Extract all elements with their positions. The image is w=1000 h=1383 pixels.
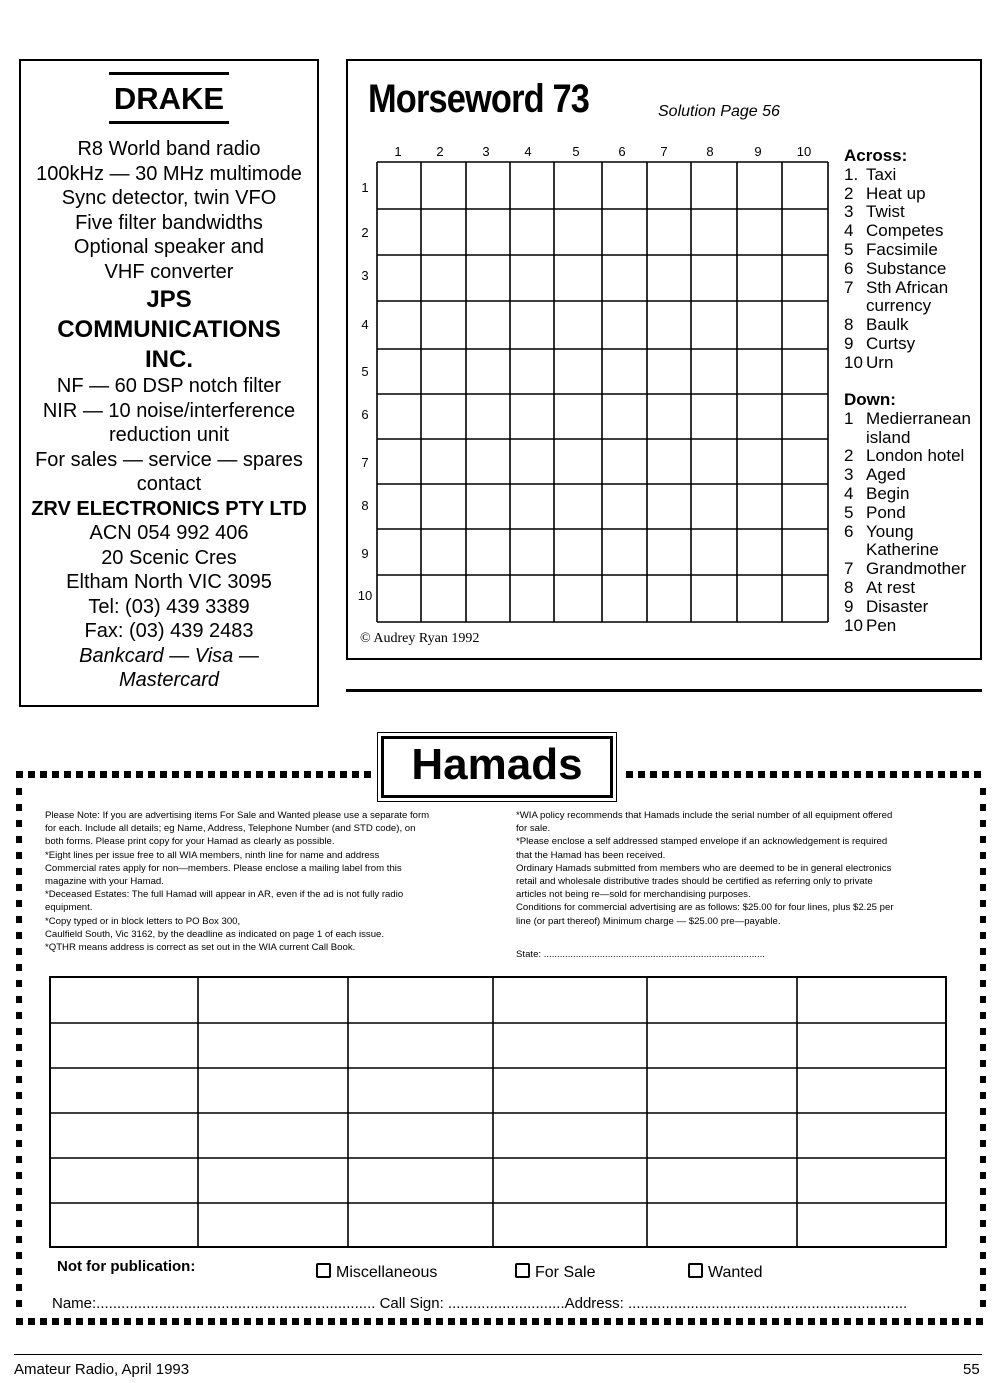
clue-text: Young [866,521,914,541]
column-number: 10 [796,144,812,159]
ad-company: COMMUNICATIONS [57,316,281,343]
clue-text: London hotel [866,446,965,466]
clue-number: 10 [844,352,863,372]
checkbox-icon[interactable] [515,1263,530,1278]
divider [109,121,229,124]
across-clue [844,335,948,354]
ad-line: 100kHz — 30 MHz multimode [36,162,302,185]
footer-publication: Amateur Radio, April 1993 [14,1361,190,1378]
dotted-border [16,1318,986,1325]
column-number: 3 [482,144,490,159]
clue-text: Twist [866,202,905,222]
divider [346,689,982,692]
clue-text: Sth African [866,277,949,297]
checkbox-icon[interactable] [316,1263,331,1278]
drake-advertisement [19,59,319,707]
down-clue [844,447,971,466]
clue-number: 8 [844,315,854,335]
checkbox-label: For Sale [535,1264,596,1281]
clue-text: Taxi [866,164,897,184]
dotted-border [980,788,986,1313]
clue-number: 7 [844,277,854,297]
clue-number: 9 [844,596,854,616]
row-number: 6 [361,407,369,422]
ad-brand: DRAKE [113,81,225,116]
clue-text: Pond [866,502,906,522]
clue-text: Baulk [866,315,909,335]
notes-right: *WIA policy recommends that Hamads include the serial number of all equipment offered for sale. *Please enclose a self addressed stamped envelope if an acknowledgement is required that the Hamad has been received. Ordinary Hamads submitted from members who are deemed to be in general electronics retail and wholesale distributive trades should be certified as referring only to private articles not being re—sold for merchandising purposes. Conditions for commercial advertising are as follows: $25.00 for four lines, plus $2.25 per line (or part thereof) Minimum charge — $25.00 pre—payable. [516,810,894,927]
clue-number: 4 [844,483,854,503]
column-number: 6 [618,144,626,159]
column-number: 1 [394,144,402,159]
clue-number: 1. [844,164,859,184]
column-number: 7 [660,144,668,159]
ad-line: ACN 054 992 406 [89,522,249,544]
miscellaneous-checkbox[interactable] [316,1263,437,1282]
down-clue [844,560,971,579]
page-number: 55 [963,1361,980,1378]
across-clue [844,354,948,373]
across-clue [844,203,948,222]
down-clue [844,504,971,523]
wanted-checkbox[interactable] [688,1263,763,1282]
crossword-title: Morseword 73 [368,77,589,121]
across-clue [844,316,948,335]
row-number: 2 [361,225,369,240]
ad-line: Eltham North VIC 3095 [66,571,272,593]
ad-company: INC. [145,346,193,373]
clue-number: 10 [844,615,863,635]
down-clue [844,598,971,617]
ad-body [21,137,317,693]
not-for-publication-label: Not for publication: [57,1258,196,1275]
column-number: 5 [572,144,580,159]
clue-text: Begin [866,483,910,503]
down-clue [844,579,971,598]
ad-dealer: ZRV ELECTRONICS PTY LTD [31,497,307,520]
divider [109,72,229,75]
down-clue [844,429,971,448]
down-clues [844,391,971,635]
clue-text: Medierranean [866,408,971,428]
ad-line: NF — 60 DSP notch filter [56,375,282,397]
ad-line: VHF converter [104,260,234,283]
across-heading: Across: [844,146,908,165]
across-clue [844,185,948,204]
dotted-border [626,771,986,778]
clue-text: Pen [866,615,897,635]
clue-number: 5 [844,239,854,259]
down-heading: Down: [844,390,896,409]
clue-text: Katherine [866,540,939,560]
clue-number: 3 [844,465,854,485]
clue-text: island [866,427,911,447]
across-clue [844,297,948,316]
clue-text: Urn [866,352,894,372]
notes-left: Please Note: If you are advertising items For Sale and Wanted please use a separate form for each. Include all details; eg Name, Address, Telephone Number (and STD code), on both forms. Please print copy for your Hamad as clearly as possible. *Eight lines per issue free to all WIA members, ninth line for name and address Commercial rates apply for non—members. Please enclose a mailing label from this magazine with your Hamad. *Deceased Estates: The full Hamad will appear in AR, even if the ad is not fully radio equipment. *Copy typed or in block letters to PO Box 300, Caulfield South, Vic 3162, by the deadline as indicated on page 1 of each issue. *QTHR means address is correct as set out in the WIA current Call Book. [45,810,430,954]
ad-line: Sync detector, twin VFO [61,187,277,209]
for-sale-checkbox[interactable] [515,1263,595,1282]
clue-text: Competes [866,221,944,241]
state-field[interactable]: State: ................................................................................... [516,949,765,960]
clue-number: 3 [844,202,854,222]
clue-number: 4 [844,221,854,241]
row-number: 1 [361,180,369,195]
copyright: © Audrey Ryan 1992 [360,631,480,646]
ad-line: reduction unit [108,424,230,446]
clue-text: Substance [866,258,947,278]
ad-cards: Bankcard — Visa — [79,644,259,667]
column-number: 9 [754,144,762,159]
crossword-box [346,59,982,660]
clue-text: Curtsy [866,333,916,353]
clue-text: Disaster [866,596,929,616]
checkbox-label: Miscellaneous [336,1264,438,1281]
row-number: 3 [361,268,369,283]
row-number: 10 [357,588,373,603]
solution-note: Solution Page 56 [658,103,780,120]
ad-line: Tel: (03) 439 3389 [88,595,250,618]
clue-number: 6 [844,258,854,278]
down-clue [844,410,971,429]
row-number: 5 [361,364,369,379]
ad-company: JPS [146,286,192,313]
row-number: 9 [361,546,369,561]
hamads-title: Hamads [381,736,613,798]
across-clue [844,222,948,241]
down-clue [844,617,971,636]
ad-line: Five filter bandwidths [75,211,263,234]
name-callsign-address-fields[interactable]: Name:................................................................... Call Sign: ............................Address: ................................................................... [52,1295,908,1312]
across-clue [844,279,948,298]
clue-number: 8 [844,577,854,597]
footer-rule [14,1354,982,1355]
column-number: 2 [436,144,444,159]
dotted-border [16,788,22,1313]
clue-number: 6 [844,521,854,541]
clue-number: 1 [844,408,854,428]
dotted-border [16,771,372,778]
across-clue [844,241,948,260]
clue-text: At rest [866,577,916,597]
row-number: 8 [361,498,369,513]
across-clue [844,260,948,279]
clue-number: 9 [844,333,854,353]
ad-line: contact [136,473,202,495]
clue-text: Heat up [866,183,926,203]
hamad-entry-grid[interactable] [49,976,949,1250]
ad-line: R8 World band radio [77,138,261,160]
column-number: 8 [706,144,714,159]
checkbox-label: Wanted [708,1264,763,1281]
clue-number: 7 [844,559,854,579]
ad-line: For sales — service — spares [35,448,303,471]
across-clues [844,147,948,373]
row-number: 4 [361,317,369,332]
across-clue [844,166,948,185]
clue-number: 2 [844,446,854,466]
clue-number: 5 [844,502,854,522]
ad-line: 20 Scenic Cres [101,546,237,569]
down-clue [844,523,971,542]
clue-text: Facsimile [866,239,938,259]
down-clue [844,485,971,504]
ad-line: NIR — 10 noise/interference [42,399,296,422]
clue-number: 2 [844,183,854,203]
ad-line: Optional speaker and [73,236,265,258]
checkbox-icon[interactable] [688,1263,703,1278]
clue-text: currency [866,296,932,316]
down-clue [844,466,971,485]
clue-text: Grandmother [866,559,967,579]
ad-cards: Mastercard [118,669,220,691]
down-clue [844,541,971,560]
clue-text: Aged [866,465,906,485]
column-number: 4 [524,144,532,159]
row-number: 7 [361,455,369,470]
ad-line: Fax: (03) 439 2483 [84,620,254,642]
